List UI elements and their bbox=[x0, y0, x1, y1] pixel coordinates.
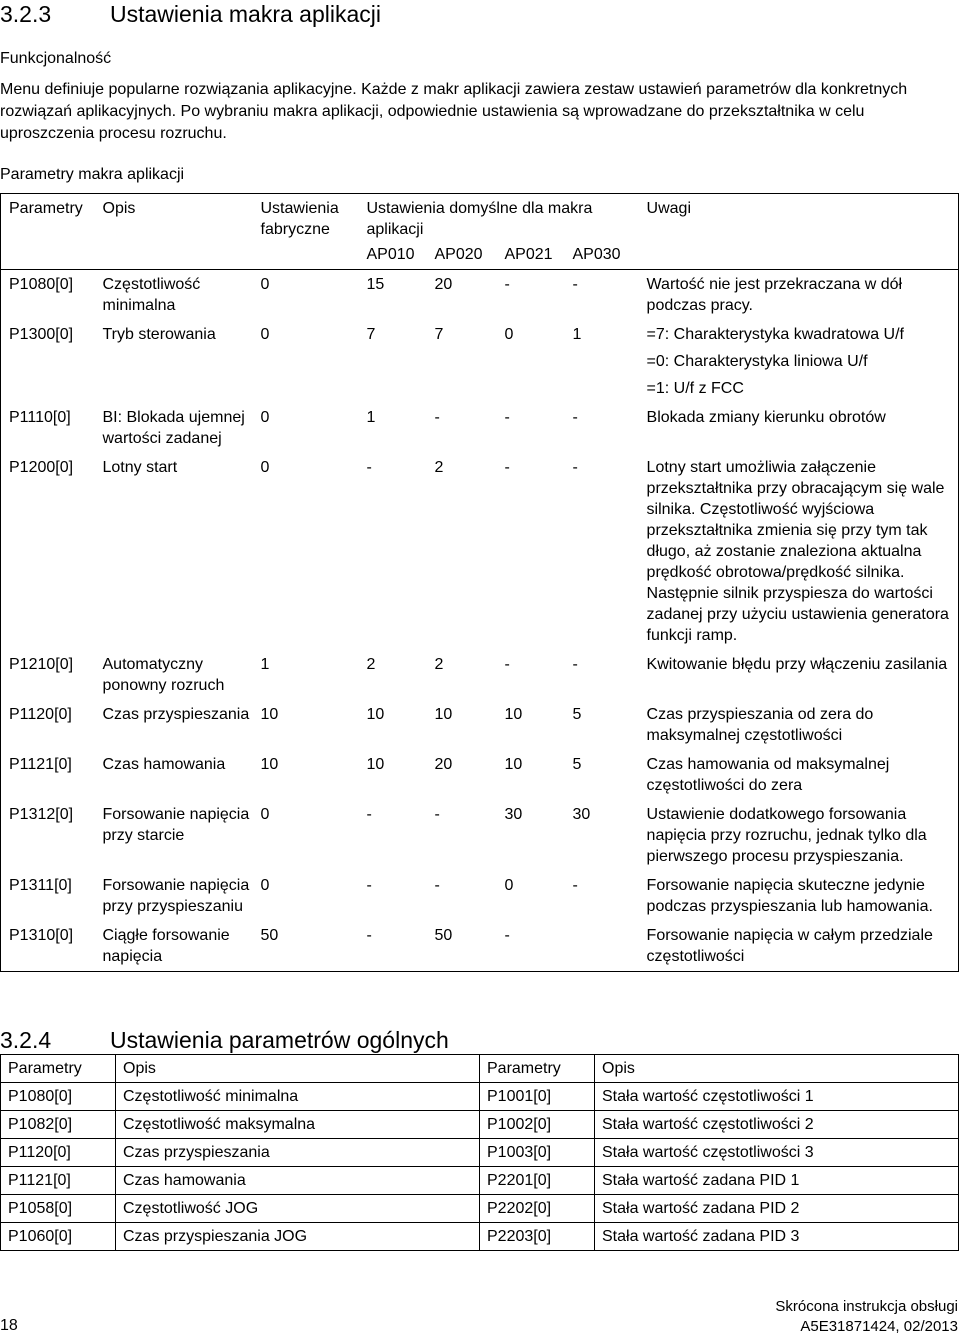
note-line: Wartość nie jest przekraczana w dół podczas pracy. bbox=[646, 276, 903, 314]
header-ap020: AP020 bbox=[427, 244, 497, 270]
cell-p2: P1002[0] bbox=[480, 1111, 595, 1139]
cell-factory: 0 bbox=[260, 806, 270, 823]
general-table-body bbox=[1, 1083, 959, 1251]
footer-doc-title: Skrócona instrukcja obsługi bbox=[775, 1298, 958, 1315]
header-parametry-1: Parametry bbox=[1, 1055, 116, 1083]
table-row bbox=[1, 1223, 959, 1251]
cell-ap030: 5 bbox=[572, 756, 582, 773]
cell-d2: Stała wartość zadana PID 3 bbox=[595, 1223, 959, 1251]
cell-ap030: - bbox=[572, 409, 578, 426]
macro-params-heading: Parametry makra aplikacji bbox=[0, 166, 185, 183]
cell-ap030: - bbox=[572, 276, 578, 293]
cell-factory: 1 bbox=[260, 656, 270, 673]
cell-notes bbox=[639, 650, 959, 700]
section-number: 3.2.3 bbox=[0, 1, 52, 27]
cell-notes bbox=[639, 800, 959, 871]
cell-param: P1210[0] bbox=[1, 650, 95, 700]
cell-ap030 bbox=[565, 921, 639, 972]
cell-p2: P2202[0] bbox=[480, 1195, 595, 1223]
note-line: =1: U/f z FCC bbox=[646, 380, 744, 397]
cell-p2: P1003[0] bbox=[480, 1139, 595, 1167]
table-row bbox=[1, 270, 959, 321]
cell-desc: Forsowanie napięcia przy przyspieszaniu bbox=[102, 877, 250, 915]
cell-ap021: - bbox=[497, 921, 565, 972]
table-row bbox=[1, 1111, 959, 1139]
cell-factory: 10 bbox=[260, 756, 279, 773]
cell-ap020: 7 bbox=[434, 326, 444, 343]
header-parametry: Parametry bbox=[1, 194, 95, 270]
table-row bbox=[1, 403, 959, 453]
table-row bbox=[1, 1195, 959, 1223]
cell-ap020: 2 bbox=[434, 656, 444, 673]
cell-desc: Automatyczny ponowny rozruch bbox=[102, 656, 225, 694]
header-ap021: AP021 bbox=[497, 244, 565, 270]
note-line: Blokada zmiany kierunku obrotów bbox=[646, 409, 886, 426]
cell-ap010: - bbox=[366, 877, 372, 894]
cell-ap020: 2 bbox=[434, 459, 444, 476]
cell-param: P1080[0] bbox=[1, 270, 95, 321]
header-uwagi: Uwagi bbox=[639, 194, 959, 270]
cell-param: P1300[0] bbox=[1, 320, 95, 403]
cell-ap010: 15 bbox=[366, 276, 385, 293]
cell-d1: Częstotliwość minimalna bbox=[116, 1083, 480, 1111]
cell-notes bbox=[639, 320, 959, 403]
footer-doc-id: A5E31871424, 02/2013 bbox=[800, 1318, 958, 1335]
macro-table-body bbox=[1, 270, 959, 972]
cell-ap020: - bbox=[434, 806, 440, 823]
header-opis-1: Opis bbox=[116, 1055, 480, 1083]
cell-notes bbox=[639, 750, 959, 800]
cell-ap020: 50 bbox=[427, 921, 497, 972]
table-row bbox=[1, 650, 959, 700]
note-line: Ustawienie dodatkowego forsowania napięcia przy rozruchu, jednak tylko dla pierwszego procesu przyspieszania. bbox=[646, 806, 927, 865]
section-title: Ustawienia makra aplikacji bbox=[110, 1, 381, 27]
cell-param: P1311[0] bbox=[1, 871, 95, 921]
cell-ap030: 30 bbox=[572, 806, 591, 823]
macro-parameters-table bbox=[0, 193, 959, 972]
cell-p1: P1082[0] bbox=[1, 1111, 116, 1139]
cell-ap030: - bbox=[572, 656, 578, 673]
intro-paragraph bbox=[0, 79, 920, 145]
cell-ap020: 20 bbox=[434, 276, 453, 293]
functionality-heading: Funkcjonalność bbox=[0, 50, 112, 67]
cell-p1: P1121[0] bbox=[1, 1167, 116, 1195]
header-opis: Opis bbox=[95, 194, 253, 270]
cell-ap020: 10 bbox=[434, 706, 453, 723]
cell-d1: Czas hamowania bbox=[116, 1167, 480, 1195]
general-header-row bbox=[1, 1055, 959, 1083]
cell-desc: Tryb sterowania bbox=[102, 326, 216, 343]
cell-param: P1200[0] bbox=[1, 453, 95, 650]
macro-header-row bbox=[1, 194, 959, 245]
cell-ap021: - bbox=[504, 656, 510, 673]
cell-ap010: - bbox=[359, 921, 427, 972]
cell-ap021: 30 bbox=[504, 806, 523, 823]
cell-ap030: 1 bbox=[572, 326, 582, 343]
cell-ap021: - bbox=[504, 409, 510, 426]
cell-ap021: 10 bbox=[504, 706, 523, 723]
cell-ap020: 20 bbox=[434, 756, 453, 773]
table-row bbox=[1, 800, 959, 871]
cell-d2: Stała wartość częstotliwości 2 bbox=[595, 1111, 959, 1139]
table-row bbox=[1, 921, 959, 972]
cell-param: P1121[0] bbox=[1, 750, 95, 800]
cell-factory: 50 bbox=[253, 921, 359, 972]
cell-notes bbox=[639, 270, 959, 321]
cell-factory: 0 bbox=[260, 877, 270, 894]
note-line: =7: Charakterystyka kwadratowa U/f bbox=[646, 326, 904, 343]
header-factory: Ustawienia fabryczne bbox=[253, 194, 359, 270]
header-defaults: Ustawienia domyślne dla makra aplikacji bbox=[359, 194, 639, 245]
cell-param: P1110[0] bbox=[1, 403, 95, 453]
cell-desc: BI: Blokada ujemnej wartości zadanej bbox=[102, 409, 245, 447]
cell-d2: Stała wartość zadana PID 2 bbox=[595, 1195, 959, 1223]
cell-desc: Forsowanie napięcia przy starcie bbox=[102, 806, 250, 844]
cell-param: P1120[0] bbox=[1, 700, 95, 750]
cell-ap010: 7 bbox=[366, 326, 376, 343]
header-ap030: AP030 bbox=[565, 244, 639, 270]
cell-ap020: - bbox=[434, 877, 440, 894]
note-line: Forsowanie napięcia w całym przedziale częstotliwości bbox=[646, 927, 933, 965]
cell-desc: Czas hamowania bbox=[102, 756, 226, 773]
cell-desc: Czas przyspieszania bbox=[102, 706, 250, 723]
table-row bbox=[1, 700, 959, 750]
section-number: 3.2.4 bbox=[0, 1027, 52, 1053]
cell-param: P1312[0] bbox=[1, 800, 95, 871]
cell-notes bbox=[639, 403, 959, 453]
cell-notes bbox=[639, 700, 959, 750]
cell-d1: Częstotliwość JOG bbox=[116, 1195, 480, 1223]
header-ap010: AP010 bbox=[359, 244, 427, 270]
cell-ap030: - bbox=[572, 459, 578, 476]
section-heading-3-2-3 bbox=[0, 0, 381, 28]
cell-p2: P1001[0] bbox=[480, 1083, 595, 1111]
cell-ap021: 10 bbox=[504, 756, 523, 773]
cell-ap010: - bbox=[366, 806, 372, 823]
cell-ap010: 1 bbox=[366, 409, 376, 426]
cell-p2: P2201[0] bbox=[480, 1167, 595, 1195]
table-row bbox=[1, 1167, 959, 1195]
cell-desc: Częstotliwość minimalna bbox=[102, 276, 201, 314]
note-line: Kwitowanie błędu przy włączeniu zasilania bbox=[646, 656, 948, 673]
cell-d1: Czas przyspieszania bbox=[116, 1139, 480, 1167]
cell-ap010: - bbox=[366, 459, 372, 476]
cell-ap010: 10 bbox=[366, 706, 385, 723]
note-line: Czas hamowania od maksymalnej częstotliwości do zera bbox=[646, 756, 890, 794]
table-row bbox=[1, 453, 959, 650]
cell-ap010: 2 bbox=[366, 656, 376, 673]
cell-factory: 0 bbox=[260, 326, 270, 343]
cell-ap021: 0 bbox=[504, 877, 514, 894]
note-line: Lotny start umożliwia załączenie przekształtnika przy obracającym się wale silnika. Częstotliwość wyjściowa przekształtnika zmienia się przy tym tak długo, aż zostanie znaleziona aktualna prędkość obrotowa/prędkość silnika. Następnie silnik przyspiesza do wartości zadanej przy użyciu ustawienia generatora funkcji ramp. bbox=[646, 459, 949, 644]
cell-d1: Czas przyspieszania JOG bbox=[116, 1223, 480, 1251]
header-opis-2: Opis bbox=[595, 1055, 959, 1083]
cell-ap030: - bbox=[572, 877, 578, 894]
note-line: =0: Charakterystyka liniowa U/f bbox=[646, 353, 868, 370]
cell-p1: P1080[0] bbox=[1, 1083, 116, 1111]
cell-notes bbox=[639, 921, 959, 972]
table-row bbox=[1, 871, 959, 921]
cell-factory: 0 bbox=[260, 409, 270, 426]
cell-ap030: 5 bbox=[572, 706, 582, 723]
cell-param: P1310[0] bbox=[1, 921, 95, 972]
page-number: 18 bbox=[0, 1317, 18, 1334]
general-parameters-table bbox=[0, 1054, 959, 1251]
cell-ap021: 0 bbox=[504, 326, 514, 343]
cell-factory: 0 bbox=[260, 459, 270, 476]
cell-desc: Lotny start bbox=[102, 459, 178, 476]
table-row bbox=[1, 750, 959, 800]
cell-p2: P2203[0] bbox=[480, 1223, 595, 1251]
cell-p1: P1120[0] bbox=[1, 1139, 116, 1167]
note-line: Czas przyspieszania od zera do maksymalnej częstotliwości bbox=[646, 706, 874, 744]
cell-d2: Stała wartość zadana PID 1 bbox=[595, 1167, 959, 1195]
intro-text: Menu definiuje popularne rozwiązania aplikacyjne. Każde z makr aplikacji zawiera zestaw ustawień parametrów dla konkretnych rozwiązań aplikacyjnych. Po wybraniu makra aplikacji, odpowiednie ustawienia są wprowadzane do przekształtnika w celu uproszczenia procesu rozruchu. bbox=[0, 81, 908, 142]
table-row bbox=[1, 320, 959, 403]
section-title: Ustawienia parametrów ogólnych bbox=[110, 1027, 449, 1053]
cell-d1: Częstotliwość maksymalna bbox=[116, 1111, 480, 1139]
cell-ap021: - bbox=[504, 276, 510, 293]
note-line: Forsowanie napięcia skuteczne jedynie podczas przyspieszania lub hamowania. bbox=[646, 877, 933, 915]
cell-p1: P1060[0] bbox=[1, 1223, 116, 1251]
cell-desc: Ciągłe forsowanie napięcia bbox=[95, 921, 253, 972]
section-heading-3-2-4 bbox=[0, 1026, 449, 1054]
cell-d2: Stała wartość częstotliwości 3 bbox=[595, 1139, 959, 1167]
cell-notes bbox=[639, 871, 959, 921]
cell-ap020: - bbox=[434, 409, 440, 426]
cell-notes bbox=[639, 453, 959, 650]
cell-ap021: - bbox=[504, 459, 510, 476]
cell-ap010: 10 bbox=[366, 756, 385, 773]
cell-factory: 10 bbox=[260, 706, 279, 723]
cell-d2: Stała wartość częstotliwości 1 bbox=[595, 1083, 959, 1111]
cell-factory: 0 bbox=[260, 276, 270, 293]
table-row bbox=[1, 1139, 959, 1167]
header-parametry-2: Parametry bbox=[480, 1055, 595, 1083]
table-row bbox=[1, 1083, 959, 1111]
footer-doc-info bbox=[775, 1297, 958, 1337]
cell-p1: P1058[0] bbox=[1, 1195, 116, 1223]
